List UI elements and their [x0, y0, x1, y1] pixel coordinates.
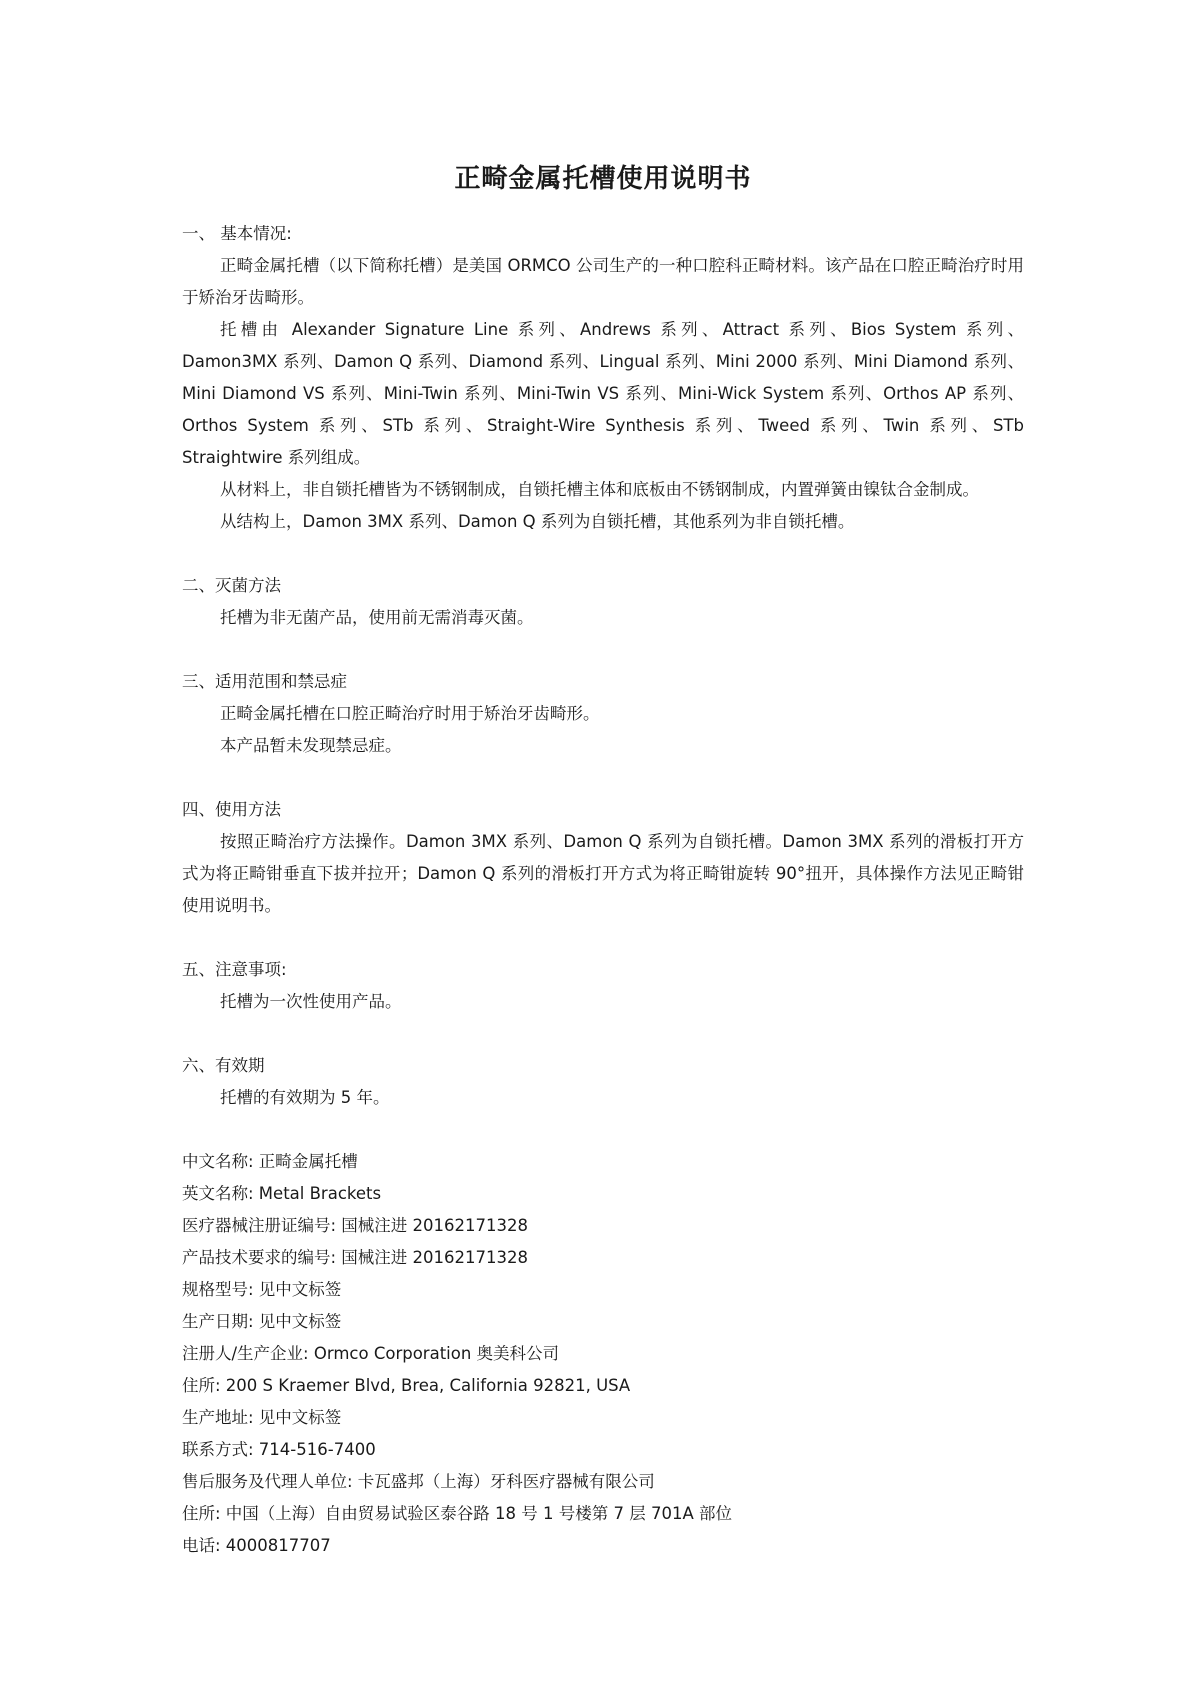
section-heading: 六、有效期 — [182, 1056, 265, 1075]
paragraph: 本产品暂未发现禁忌症。 — [220, 736, 402, 755]
section-heading: 一、 基本情况: — [182, 224, 292, 243]
section-sterilization — [182, 570, 1024, 634]
section-expiry — [182, 1050, 1024, 1114]
product-info-block — [182, 1146, 1024, 1562]
paragraph: 托槽由 Alexander Signature Line 系列、Andrews 系列、Attract 系列、Bios System 系列、Damon3MX 系列、Damon Q 系列、Diamond 系列、Lingual 系列、Mini 2000 系列、Mini Diamond 系列、Mini Diamond VS 系列、Mini-Twin 系列、Mini-Twin VS 系列、Mini-Wick System 系列、Orthos AP 系列、Orthos System 系列、STb 系列、Straight-Wire Synthesis 系列、Tweed 系列、Twin 系列、STb Straightwire 系列组成。 — [182, 320, 1024, 467]
paragraph: 托槽的有效期为 5 年。 — [220, 1088, 390, 1107]
paragraph: 从结构上，Damon 3MX 系列、Damon Q 系列为自锁托槽，其他系列为非自锁托槽。 — [220, 512, 855, 531]
section-heading: 三、适用范围和禁忌症 — [182, 672, 347, 691]
section-precautions — [182, 954, 1024, 1018]
section-heading: 二、灭菌方法 — [182, 576, 281, 595]
info-production-address: 生产地址: 见中文标签 — [182, 1408, 342, 1427]
info-chinese-name: 中文名称: 正畸金属托槽 — [182, 1152, 358, 1171]
paragraph: 按照正畸治疗方法操作。Damon 3MX 系列、Damon Q 系列为自锁托槽。Damon 3MX 系列的滑板打开方式为将正畸钳垂直下拔并拉开；Damon Q 系列的滑板打开方式为将正畸钳旋转 90°扭开，具体操作方法见正畸钳使用说明书。 — [182, 832, 1024, 915]
document-title: 正畸金属托槽使用说明书 — [454, 164, 752, 194]
paragraph: 正畸金属托槽（以下简称托槽）是美国 ORMCO 公司生产的一种口腔科正畸材料。该产品在口腔正畸治疗时用于矫治牙齿畸形。 — [182, 256, 1024, 307]
info-agent-address: 住所: 中国（上海）自由贸易试验区泰谷路 18 号 1 号楼第 7 层 701A 部位 — [182, 1504, 733, 1523]
paragraph: 正畸金属托槽在口腔正畸治疗时用于矫治牙齿畸形。 — [220, 704, 600, 723]
info-agent: 售后服务及代理人单位: 卡瓦盛邦（上海）牙科医疗器械有限公司 — [182, 1472, 655, 1491]
info-contact: 联系方式: 714-516-7400 — [182, 1440, 376, 1459]
info-phone: 电话: 4000817707 — [182, 1536, 331, 1555]
section-heading: 四、使用方法 — [182, 800, 281, 819]
info-manufacturer: 注册人/生产企业: Ormco Corporation 奥美科公司 — [182, 1344, 560, 1363]
info-registration-number: 医疗器械注册证编号: 国械注进 20162171328 — [182, 1216, 529, 1235]
document-page — [182, 0, 1024, 1697]
document-body — [182, 218, 1024, 1562]
paragraph: 从材料上，非自锁托槽皆为不锈钢制成，自锁托槽主体和底板由不锈钢制成，内置弹簧由镍钛合金制成。 — [220, 480, 979, 499]
section-basic-info — [182, 218, 1024, 538]
paragraph: 托槽为非无菌产品，使用前无需消毒灭菌。 — [220, 608, 534, 627]
info-manufacturer-address: 住所: 200 S Kraemer Blvd, Brea, California 92821, USA — [182, 1376, 631, 1395]
section-heading: 五、注意事项: — [182, 960, 287, 979]
info-english-name: 英文名称: Metal Brackets — [182, 1184, 382, 1203]
paragraph: 托槽为一次性使用产品。 — [220, 992, 402, 1011]
info-model: 规格型号: 见中文标签 — [182, 1280, 342, 1299]
info-technical-requirement-number: 产品技术要求的编号: 国械注进 20162171328 — [182, 1248, 529, 1267]
info-production-date: 生产日期: 见中文标签 — [182, 1312, 342, 1331]
section-scope-contraindications — [182, 666, 1024, 762]
section-usage — [182, 794, 1024, 922]
